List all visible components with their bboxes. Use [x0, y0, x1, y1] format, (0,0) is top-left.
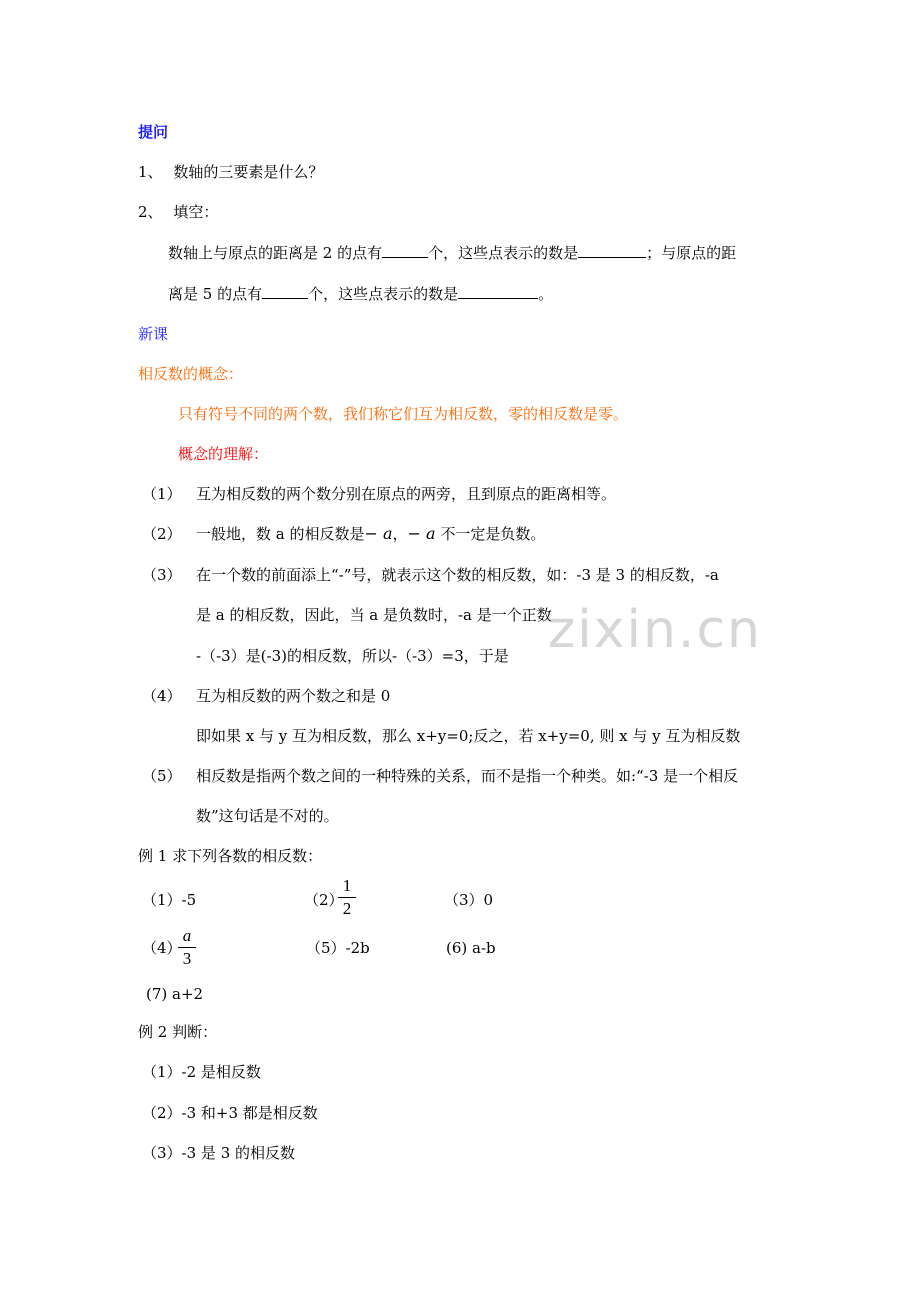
fill-text-c: ；与原点的距 — [646, 244, 737, 262]
point-2-math-neg-a: − a — [364, 524, 393, 543]
point-5-line-1: 相反数是指两个数之间的一种特殊的关系，而不是指一个种类。如:“-3 是一个相反 — [196, 767, 739, 785]
point-2-text — [196, 524, 545, 544]
example-2-title: 例 2 判断： — [138, 1023, 218, 1041]
point-2-number: （2） — [142, 525, 182, 543]
question-1-text: 数轴的三要素是什么？ — [173, 163, 324, 181]
point-2-text-c: 不一定是负数。 — [435, 525, 546, 543]
point-2-text-b: ， — [392, 525, 408, 543]
fraction-denominator: 3 — [182, 949, 192, 968]
answer-blank-3[interactable] — [262, 284, 308, 299]
point-4-line-1: 互为相反数的两个数之和是 0 — [196, 687, 391, 705]
fraction-bar — [338, 897, 356, 898]
point-2-text-a: 一般地，数 a 的相反数是 — [196, 525, 365, 543]
fill-text-e: 个，这些点表示的数是 — [308, 285, 459, 303]
concept-definition: 只有符号不同的两个数，我们称它们互为相反数，零的相反数是零。 — [178, 405, 629, 423]
fill-text-b: 个，这些点表示的数是 — [428, 244, 579, 262]
point-4-line-2: 即如果 x 与 y 互为相反数，那么 x+y=0;反之，若 x+y=0, 则 x 与 y 互为相反数 — [196, 727, 741, 745]
point-3-number: （3） — [142, 566, 182, 584]
question-2-number: 2、 — [138, 203, 163, 221]
example-1-item-5: （5）-2b — [306, 939, 370, 957]
point-3-line-1: 在一个数的前面添上“-”号，就表示这个数的相反数，如：-3 是 3 的相反数，-a — [196, 566, 719, 584]
question-heading: 提问 — [138, 123, 169, 141]
fill-text-a: 数轴上与原点的距离是 2 的点有 — [168, 244, 383, 262]
new-lesson-heading: 新课 — [138, 325, 169, 343]
answer-blank-4[interactable] — [458, 284, 538, 299]
example-2-item-3: （3）-3 是 3 的相反数 — [142, 1144, 296, 1162]
fill-text-d: 离是 5 的点有 — [168, 285, 263, 303]
example-1-item-2-label: （2） — [304, 891, 344, 909]
answer-blank-2[interactable] — [578, 243, 646, 258]
example-1-item-6: (6) a-b — [446, 939, 496, 957]
question-2 — [138, 202, 218, 222]
fill-in-line-1 — [168, 243, 736, 263]
example-1-title: 例 1 求下列各数的相反数： — [138, 847, 323, 865]
point-5-number: （5） — [142, 767, 182, 785]
point-3-line-3: -（-3）是(-3)的相反数，所以-（-3）=3，于是 — [196, 647, 509, 665]
example-2-item-2: （2）-3 和+3 都是相反数 — [142, 1104, 318, 1122]
fraction-bar — [178, 947, 196, 948]
answer-blank-1[interactable] — [382, 243, 428, 258]
fraction-denominator: 2 — [342, 899, 352, 918]
question-1-number: 1、 — [138, 163, 163, 181]
fill-in-line-2 — [168, 284, 553, 304]
understanding-title: 概念的理解： — [178, 445, 269, 463]
example-1-item-1: （1）-5 — [142, 891, 197, 909]
fraction-a-over-3 — [178, 926, 196, 969]
question-1 — [138, 162, 323, 182]
concept-title: 相反数的概念： — [138, 365, 244, 383]
example-1-item-4-label: （4） — [142, 939, 182, 957]
fraction-one-half — [338, 876, 356, 919]
example-1-item-7: (7) a+2 — [146, 985, 204, 1003]
fraction-numerator: 1 — [342, 876, 352, 895]
point-4-number: （4） — [142, 687, 182, 705]
point-1-text: 互为相反数的两个数分别在原点的两旁，且到原点的距离相等。 — [196, 485, 617, 503]
example-1-item-3: （3）0 — [444, 891, 494, 909]
point-2-math-neg-a-2: − a — [407, 524, 436, 543]
point-5-line-2: 数”这句话是不对的。 — [196, 807, 339, 825]
point-3-line-2: 是 a 的相反数，因此，当 a 是负数时，-a 是一个正数 — [196, 606, 552, 624]
question-2-text: 填空： — [173, 203, 219, 221]
point-1-number: （1） — [142, 485, 182, 503]
watermark: zixin.cn — [548, 600, 762, 660]
fill-text-f: 。 — [538, 285, 554, 303]
fraction-numerator: a — [182, 926, 192, 945]
example-2-item-1: （1）-2 是相反数 — [142, 1063, 261, 1081]
